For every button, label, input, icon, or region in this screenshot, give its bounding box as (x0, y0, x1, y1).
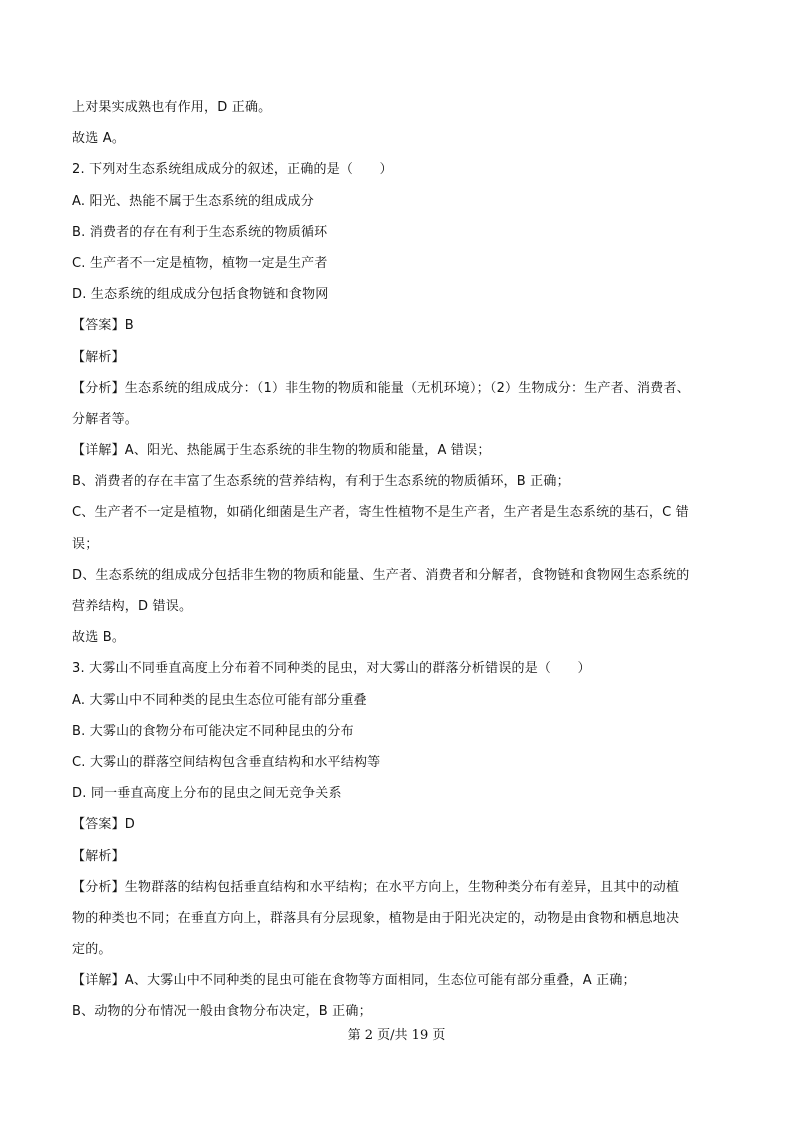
text-line: 物的种类也不同；在垂直方向上，群落具有分层现象，植物是由于阳光决定的，动物是由食物和栖息地决 (72, 910, 680, 926)
text-line: 上对果实成熟也有作用，D 正确。 (72, 100, 272, 115)
text-line: 分解者等。 (72, 411, 139, 427)
question-3-option-a: A. 大雾山中不同种类的昆虫生态位可能有部分重叠 (72, 692, 367, 708)
text-line: 故选 B。 (72, 630, 126, 646)
question-3-option-d: D. 同一垂直高度上分布的昆虫之间无竞争关系 (72, 786, 342, 802)
question-3-option-b: B. 大雾山的食物分布可能决定不同种昆虫的分布 (72, 723, 354, 739)
question-3-stem: 3. 大雾山不同垂直高度上分布着不同种类的昆虫，对大雾山的群落分析错误的是（ ） (72, 661, 591, 677)
text-line: 【详解】A、阳光、热能属于生态系统的非生物的物质和能量，A 错误； (72, 443, 491, 459)
text-line: 【分析】生物群落的结构包括垂直结构和水平结构；在水平方向上，生物种类分布有差异，且其中的动植 (72, 879, 680, 895)
text-line: 定的。 (72, 942, 112, 958)
question-2-option-d: D. 生态系统的组成成分包括食物链和食物网 (72, 287, 329, 303)
text-line: 营养结构，D 错误。 (72, 599, 193, 614)
document-body (72, 92, 724, 1028)
question-3-option-c: C. 大雾山的群落空间结构包含垂直结构和水平结构等 (72, 754, 381, 770)
text-line: 故选 A。 (72, 131, 126, 147)
text-line: 【分析】生态系统的组成成分：（1）非生物的物质和能量（无机环境）；（2）生物成分：生产者、消费者、 (72, 380, 690, 396)
text-line: 【详解】A、大雾山中不同种类的昆虫可能在食物等方面相同，生态位可能有部分重叠，A 正确； (72, 973, 636, 989)
question-3-answer: 【答案】D (72, 817, 136, 833)
text-line: D、生态系统的组成成分包括非生物的物质和能量、生产者、消费者和分解者，食物链和食物网生态系统的 (72, 567, 690, 583)
question-2-analysis-heading: 【解析】 (72, 349, 125, 365)
text-line: 误； (72, 536, 99, 552)
question-2-option-b: B. 消费者的存在有利于生态系统的物质循环 (72, 224, 328, 240)
question-2-option-a: A. 阳光、热能不属于生态系统的组成成分 (72, 193, 314, 209)
question-2-stem: 2. 下列对生态系统组成成分的叙述，正确的是（ ） (72, 162, 393, 178)
text-line: B、消费者的存在丰富了生态系统的营养结构，有利于生态系统的物质循环，B 正确； (72, 474, 570, 490)
text-line: C、生产者不一定是植物，如硝化细菌是生产者，寄生性植物不是生产者，生产者是生态系统的基石，C 错 (72, 505, 689, 521)
question-3-analysis-heading: 【解析】 (72, 848, 125, 864)
text-line: B、动物的分布情况一般由食物分布决定，B 正确； (72, 1004, 372, 1020)
question-2-answer: 【答案】B (72, 318, 134, 334)
question-2-option-c: C. 生产者不一定是植物，植物一定是生产者 (72, 255, 328, 271)
page-footer: 第 2 页/共 19 页 (347, 1028, 446, 1043)
